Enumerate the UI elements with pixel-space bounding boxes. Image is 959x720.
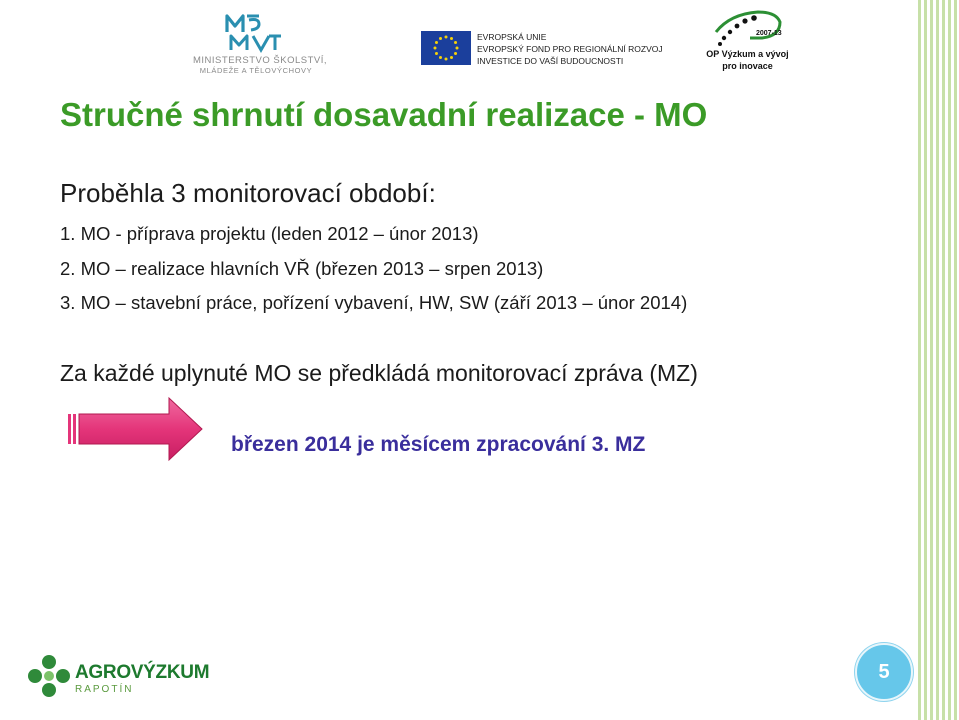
agrovyzkum-emblem-icon bbox=[27, 654, 71, 698]
msmt-emblem-icon bbox=[223, 12, 285, 54]
agrovyzkum-logo bbox=[27, 654, 210, 700]
period-item-1: 1. MO - příprava projektu (leden 2012 – únor 2013) bbox=[60, 223, 479, 244]
eu-star-icon bbox=[435, 41, 438, 44]
summary-text: Za každé uplynuté MO se předkládá monitorovací zpráva (MZ) bbox=[60, 360, 698, 386]
msmt-name-line1: MINISTERSTVO ŠKOLSTVÍ, bbox=[193, 55, 327, 66]
eu-star-icon bbox=[439, 37, 442, 40]
op-vavpi-emblem-icon bbox=[710, 8, 784, 48]
agrovyzkum-name: AGROVÝZKUM bbox=[75, 662, 210, 683]
eu-star-icon bbox=[434, 47, 437, 50]
highlight-text: březen 2014 je měsícem zpracování 3. MZ bbox=[231, 433, 646, 456]
eu-star-icon bbox=[450, 37, 453, 40]
eu-star-icon bbox=[454, 41, 457, 44]
right-stripe-border bbox=[918, 0, 959, 720]
eu-star-icon bbox=[456, 47, 459, 50]
period-item-3: 3. MO – stavební práce, pořízení vybavení, HW, SW (září 2013 – únor 2014) bbox=[60, 292, 688, 313]
eu-star-icon bbox=[454, 52, 457, 55]
eu-flag-icon bbox=[421, 31, 471, 65]
agrovyzkum-subtitle: RAPOTÍN bbox=[75, 684, 134, 695]
page-number-badge: 5 bbox=[855, 643, 913, 701]
arrow-right-icon bbox=[68, 396, 204, 462]
op-name-line2: pro inovace bbox=[722, 61, 773, 71]
msmt-logo bbox=[193, 12, 327, 75]
eu-star-icon bbox=[439, 56, 442, 59]
period-item-2: 2. MO – realizace hlavních VŘ (březen 2013 – srpen 2013) bbox=[60, 258, 544, 279]
eu-star-icon bbox=[445, 36, 448, 39]
op-vavpi-logo bbox=[705, 8, 790, 70]
msmt-name-line2: MLÁDEŽE A TĚLOVÝCHOVY bbox=[199, 66, 313, 75]
op-years-label: 2007-13 bbox=[756, 30, 782, 37]
slide-intro: Proběhla 3 monitorovací období: bbox=[60, 178, 436, 208]
eu-caption-line: EVROPSKÝ FOND PRO REGIONÁLNÍ ROZVOJ bbox=[477, 44, 663, 54]
eu-star-icon bbox=[435, 52, 438, 55]
eu-star-icon bbox=[445, 58, 448, 61]
slide-title: Stručné shrnutí dosavadní realizace - MO bbox=[60, 96, 708, 133]
eu-caption-line: INVESTICE DO VAŠÍ BUDOUCNOSTI bbox=[477, 56, 624, 66]
op-name-line1: OP Výzkum a vývoj bbox=[706, 49, 789, 59]
eu-star-icon bbox=[450, 56, 453, 59]
eu-caption-line: EVROPSKÁ UNIE bbox=[477, 32, 547, 42]
eu-caption bbox=[477, 31, 663, 67]
